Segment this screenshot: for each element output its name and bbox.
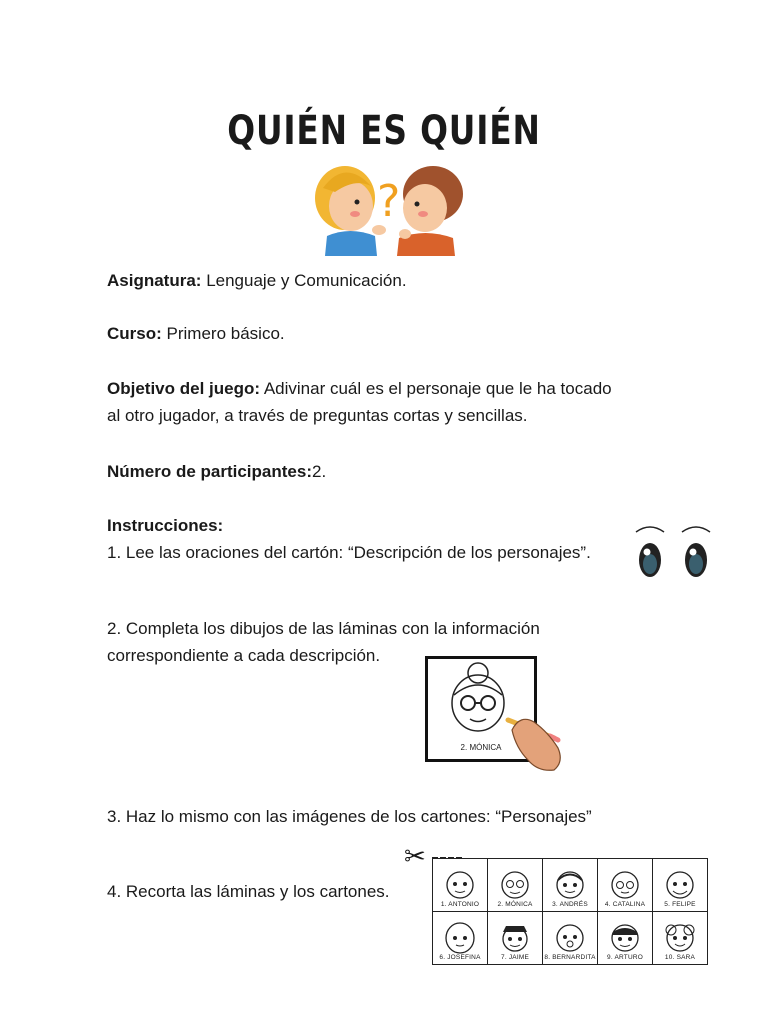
instrucciones-heading: Instrucciones: [107,516,224,535]
curso-value: Primero básico. [161,324,285,343]
character-card [653,912,708,965]
instruction-step-3: 3. Haz lo mismo con las imágenes de los cartones: “Personajes” [107,807,592,826]
participantes-value: 2. [312,462,327,481]
character-card [598,912,653,965]
character-name: 3. ANDRÉS [552,901,588,908]
character-name: 5. FELIPE [664,901,696,908]
eyes-icon [630,522,716,584]
face-icon [443,867,477,901]
objetivo-line: Objetivo del juego: Adivinar cuál es el personaje que le ha tocado [107,379,612,398]
asignatura-value: Lenguaje y Comunicación. [201,271,407,290]
face-icon [498,867,532,901]
character-name: 10. SARA [664,954,696,961]
face-icon [553,867,587,901]
objetivo-line-2: al otro jugador, a través de preguntas cortas y sencillas. [107,406,528,425]
hand-pencil-icon [498,700,570,774]
character-name: 1. ANTONIO [440,901,480,908]
face-icon [608,920,642,954]
character-card [433,859,488,912]
face-icon [443,920,477,954]
page-title: QUIÉN ES QUIÉN [227,108,541,154]
character-card [543,859,598,912]
asignatura-label: Asignatura [107,271,196,290]
face-icon [663,920,697,954]
instruction-step-2b: correspondiente a cada descripción. [107,646,381,665]
instruction-step-2a: 2. Completa los dibujos de las láminas con la información [107,619,540,638]
curso-label: Curso [107,324,157,343]
face-icon [663,867,697,901]
participantes-label: Número de participantes [107,462,307,481]
asignatura-line: Asignatura: Lenguaje y Comunicación. [107,271,407,290]
face-icon [553,920,587,954]
instruction-step-4: 4. Recorta las láminas y los cartones. [107,882,390,901]
character-card [488,859,543,912]
character-name: 8. BERNARDITA [544,954,596,961]
character-name: 4. CATALINA [604,901,646,908]
kids-question-illustration [305,158,470,256]
face-icon [498,920,532,954]
instruction-step-1: 1. Lee las oraciones del cartón: “Descripción de los personajes”. [107,543,591,562]
character-card [488,912,543,965]
character-name: 9. ARTURO [607,954,643,961]
objetivo-label: Objetivo del juego [107,379,255,398]
svg-text:?: ? [377,176,401,227]
character-name: 6. JOSEFINA [439,954,481,961]
character-card [543,912,598,965]
instrucciones-label: Instrucciones [107,516,218,535]
character-card [433,912,488,965]
objetivo-value: Adivinar cuál es el personaje que le ha tocado [260,379,612,398]
scissors-icon: ✂ [404,842,426,872]
participantes-line: Número de participantes:2. [107,462,327,481]
character-card [598,859,653,912]
curso-line: Curso: Primero básico. [107,324,285,343]
character-card [653,859,708,912]
character-name: 2. MÓNICA [497,901,533,908]
character-name: 7. JAIME [501,954,529,961]
characters-grid [432,858,708,965]
example-card-caption: 2. MÓNICA [460,743,502,752]
face-icon [608,867,642,901]
